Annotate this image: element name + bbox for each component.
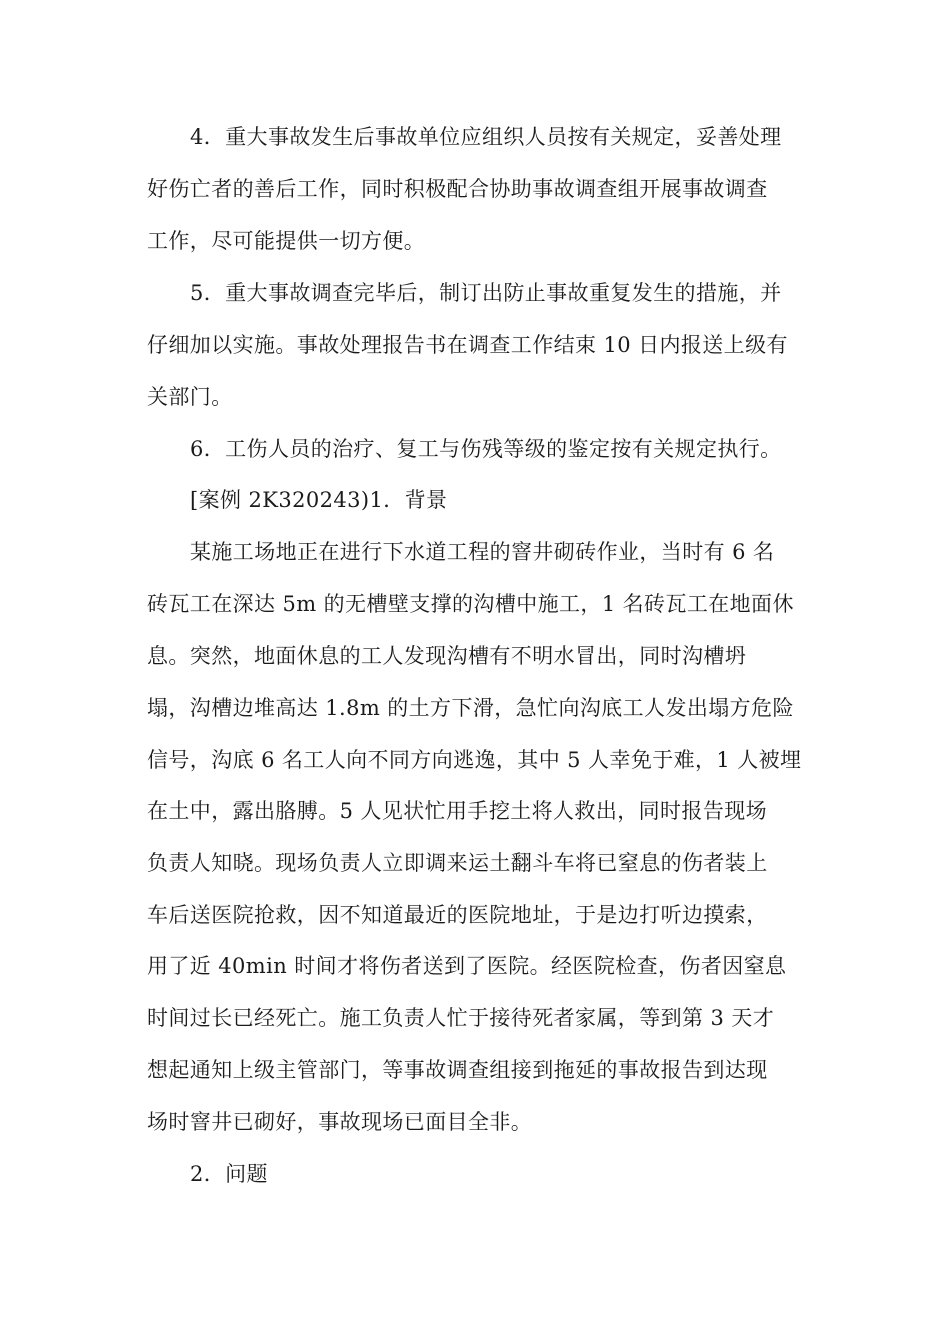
text-line: 想起通知上级主管部门，等事故调查组接到拖延的事故报告到达现 <box>147 1058 768 1082</box>
text-line: 车后送医院抢救，因不知道最近的医院地址，于是边打听边摸索， <box>147 903 768 927</box>
text-line: 砖瓦工在深达 5m 的无槽壁支撑的沟槽中施工，1 名砖瓦工在地面休 <box>147 592 794 616</box>
text-line: 信号，沟底 6 名工人向不同方向逃逸，其中 5 人幸免于难，1 人被埋 <box>147 748 802 772</box>
case-heading: [案例 2K320243)1．背景 <box>190 488 448 512</box>
text-line: 负责人知晓。现场负责人立即调来运土翻斗车将已窒息的伤者装上 <box>147 851 768 875</box>
text-line: 场时窨井已砌好，事故现场已面目全非。 <box>147 1110 533 1134</box>
text-line: 时间过长已经死亡。施工负责人忙于接待死者家属，等到第 3 天才 <box>147 1006 775 1030</box>
text-line: 某施工场地正在进行下水道工程的窨井砌砖作业，当时有 6 名 <box>190 540 775 564</box>
text-line: 在土中，露出胳膊。5 人见状忙用手挖土将人救出，同时报告现场 <box>147 799 768 823</box>
text-line: 好伤亡者的善后工作，同时积极配合协助事故调查组开展事故调查 <box>147 177 768 201</box>
text-line: 4．重大事故发生后事故单位应组织人员按有关规定，妥善处理 <box>190 125 782 149</box>
text-line: 5．重大事故调查完毕后，制订出防止事故重复发生的措施，并 <box>190 281 782 305</box>
text-line: 工作，尽可能提供一切方便。 <box>147 229 426 253</box>
text-line: 用了近 40min 时间才将伤者送到了医院。经医院检查，伤者因窒息 <box>147 954 787 978</box>
text-line: 息。突然，地面休息的工人发现沟槽有不明水冒出，同时沟槽坍 <box>147 644 747 668</box>
text-line: 仔细加以实施。事故处理报告书在调查工作结束 10 日内报送上级有 <box>147 333 788 357</box>
text-line: 塌，沟槽边堆高达 1.8m 的土方下滑，急忙向沟底工人发出塌方危险 <box>147 696 794 720</box>
section-heading: 2．问题 <box>190 1162 268 1186</box>
text-line: 关部门。 <box>147 385 233 409</box>
text-line: 6．工伤人员的治疗、复工与伤残等级的鉴定按有关规定执行。 <box>190 437 782 461</box>
